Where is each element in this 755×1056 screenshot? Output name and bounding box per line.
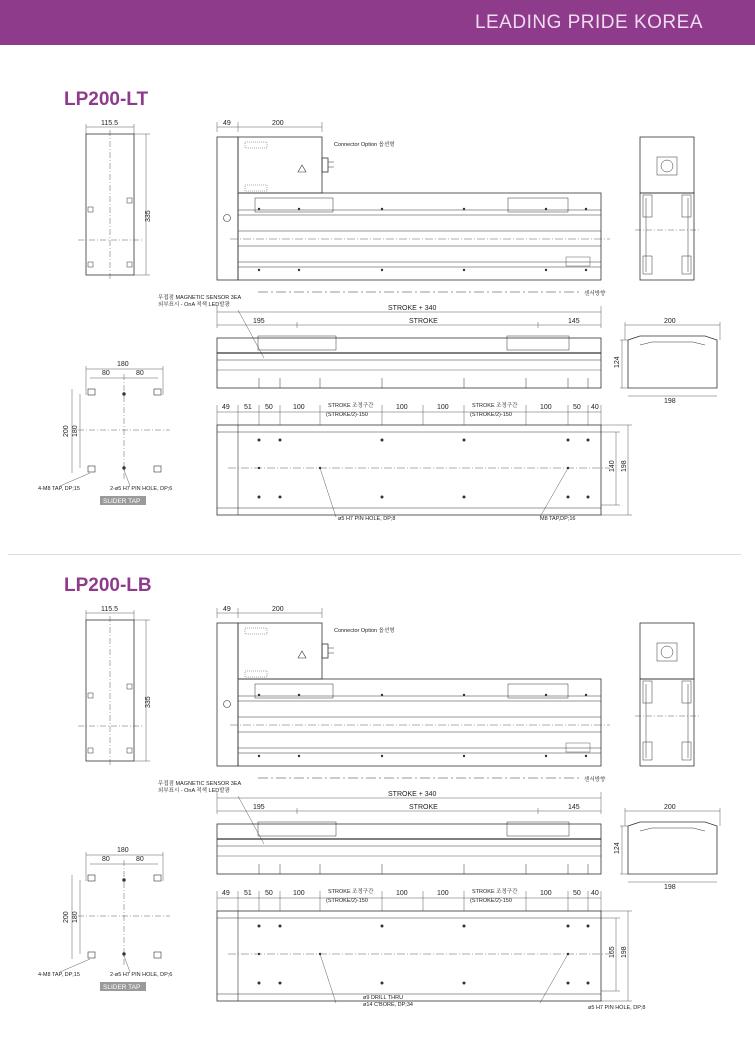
dim-end-top: 200 bbox=[664, 804, 676, 811]
magnetic-note-1: 무접점 MAGNETIC SENSOR 3EA bbox=[158, 781, 242, 787]
dim-b-100d: 100 bbox=[540, 404, 552, 411]
dim-b-outer: 198 bbox=[621, 946, 628, 958]
dim-b-inner: 140 bbox=[609, 460, 616, 472]
dim-end-top: 200 bbox=[664, 318, 676, 325]
dim-end-side: 124 bbox=[614, 842, 621, 854]
dim-slider-h2: 180 bbox=[72, 425, 79, 437]
dim-slider-h2: 180 bbox=[72, 911, 79, 923]
dim-b-inner: 165 bbox=[609, 946, 616, 958]
dim-b-100a: 100 bbox=[293, 404, 305, 411]
dim-b-100b: 100 bbox=[396, 404, 408, 411]
dim-stroke: STROKE bbox=[409, 804, 438, 811]
dim-b-40: 40 bbox=[591, 404, 599, 411]
dim-b-outer: 198 bbox=[621, 460, 628, 472]
dim-b-51: 51 bbox=[244, 404, 252, 411]
callout-right: ø5 H7 PIN HOLE, DP;8 bbox=[588, 1005, 646, 1011]
dim-b-49: 49 bbox=[222, 890, 230, 897]
section-title-lt: LP200-LT bbox=[64, 89, 149, 110]
dim-side-height: 335 bbox=[145, 210, 152, 222]
dim-end-side: 124 bbox=[614, 356, 621, 368]
slider-pin-note: 2-ø5 H7 PIN HOLE, DP;6 bbox=[110, 486, 173, 492]
dim-side-height: 335 bbox=[145, 696, 152, 708]
dim-b-40: 40 bbox=[591, 890, 599, 897]
slider-tap-label: SLIDER TAP bbox=[103, 984, 141, 991]
magnetic-note-1: 무접점 MAGNETIC SENSOR 3EA bbox=[158, 295, 242, 301]
dim-stroke-right: 145 bbox=[568, 804, 580, 811]
dim-slider-b: 80 bbox=[136, 856, 144, 863]
callout-right: M8 TAP,DP;16 bbox=[540, 516, 576, 522]
dim-slider-a: 80 bbox=[102, 370, 110, 377]
magnetic-note-2: 외부표시 - OnA 적색 LED발광 bbox=[158, 302, 230, 308]
zone2b: (STROKE/2)-150 bbox=[470, 898, 512, 904]
connector-note: Connector Option 옵션형 bbox=[334, 142, 395, 148]
sensor-direction: 센서방향 bbox=[584, 777, 606, 783]
dim-b-100d: 100 bbox=[540, 890, 552, 897]
brand-text: LEADING PRIDE KOREA bbox=[474, 12, 703, 33]
dim-b-100c: 100 bbox=[437, 404, 449, 411]
dim-top-200: 200 bbox=[272, 120, 284, 127]
dim-b-50: 50 bbox=[265, 890, 273, 897]
dim-top-200: 200 bbox=[272, 606, 284, 613]
zone2b: (STROKE/2)-150 bbox=[470, 412, 512, 418]
dim-stroke-total: STROKE + 340 bbox=[388, 791, 437, 798]
callout-left: ø9 DRILL THRU bbox=[363, 995, 404, 1001]
dim-top-49: 49 bbox=[223, 606, 231, 613]
connector-note: Connector Option 옵션형 bbox=[334, 628, 395, 634]
dim-b-100c: 100 bbox=[437, 890, 449, 897]
zone2: STROKE 조정구간 bbox=[472, 403, 518, 409]
dim-stroke-left: 195 bbox=[253, 318, 265, 325]
dim-b-100b: 100 bbox=[396, 890, 408, 897]
dim-b-50b: 50 bbox=[573, 890, 581, 897]
magnetic-note-2: 외부표시 - OnA 적색 LED발광 bbox=[158, 788, 230, 794]
zone1: STROKE 조정구간 bbox=[328, 889, 374, 895]
callout-left-2: ø14 C'BORE, DP;34 bbox=[363, 1002, 413, 1008]
dim-b-51: 51 bbox=[244, 890, 252, 897]
zone1b: (STROKE/2)-150 bbox=[326, 898, 368, 904]
zone2: STROKE 조정구간 bbox=[472, 889, 518, 895]
dim-b-50: 50 bbox=[265, 404, 273, 411]
dim-end-bottom: 198 bbox=[664, 884, 676, 891]
dim-slider-h1: 200 bbox=[63, 911, 70, 923]
dim-side-width: 115.5 bbox=[101, 120, 118, 127]
dim-end-bottom: 198 bbox=[664, 398, 676, 405]
dim-slider-width: 180 bbox=[117, 847, 129, 854]
dim-side-width: 115.5 bbox=[101, 606, 118, 613]
zone1b: (STROKE/2)-150 bbox=[326, 412, 368, 418]
slider-tap-note: 4-M8 TAP, DP;15 bbox=[38, 972, 80, 978]
dim-slider-h1: 200 bbox=[63, 425, 70, 437]
slider-tap-label: SLIDER TAP bbox=[103, 498, 141, 505]
dim-b-100a: 100 bbox=[293, 890, 305, 897]
dim-top-49: 49 bbox=[223, 120, 231, 127]
dim-b-49: 49 bbox=[222, 404, 230, 411]
dim-slider-a: 80 bbox=[102, 856, 110, 863]
dim-stroke-left: 195 bbox=[253, 804, 265, 811]
section-title-lb: LP200-LB bbox=[64, 575, 152, 596]
slider-tap-note: 4-M8 TAP, DP;15 bbox=[38, 486, 80, 492]
callout-left: ø5 H7 PIN HOLE, DP;8 bbox=[338, 516, 396, 522]
slider-pin-note: 2-ø5 H7 PIN HOLE, DP;6 bbox=[110, 972, 173, 978]
dim-stroke-right: 145 bbox=[568, 318, 580, 325]
dim-b-50b: 50 bbox=[573, 404, 581, 411]
dim-slider-b: 80 bbox=[136, 370, 144, 377]
sensor-direction: 센서방향 bbox=[584, 291, 606, 297]
zone1: STROKE 조정구간 bbox=[328, 403, 374, 409]
dim-stroke-total: STROKE + 340 bbox=[388, 305, 437, 312]
dim-stroke: STROKE bbox=[409, 318, 438, 325]
dim-slider-width: 180 bbox=[117, 361, 129, 368]
